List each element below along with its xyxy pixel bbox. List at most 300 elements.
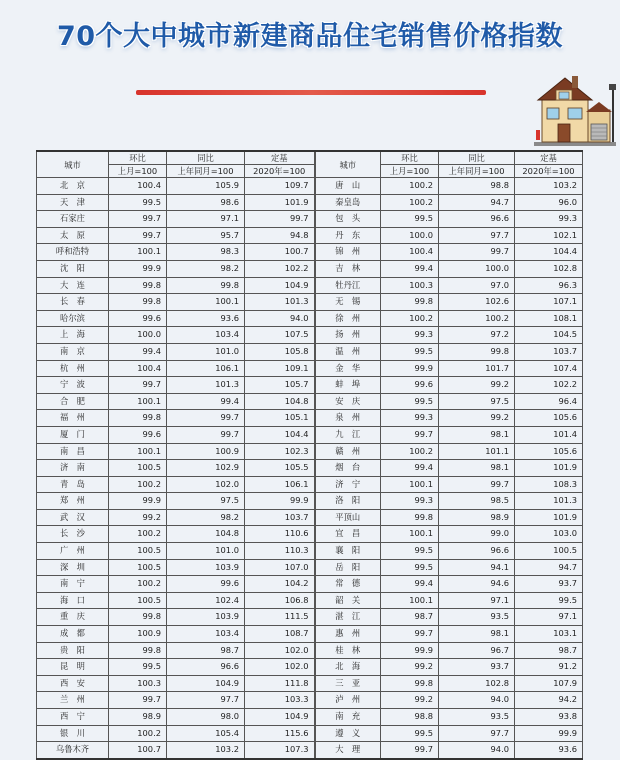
right-city-cell: 泉 州 bbox=[315, 410, 381, 427]
left-city-cell: 广 州 bbox=[37, 543, 109, 560]
left-yoy-cell: 101.0 bbox=[167, 343, 245, 360]
right-base-cell: 101.4 bbox=[515, 426, 583, 443]
right-base-cell: 99.5 bbox=[515, 592, 583, 609]
right-base-cell: 99.9 bbox=[515, 725, 583, 742]
left-base-cell: 106.8 bbox=[245, 592, 315, 609]
left-base-cell: 106.1 bbox=[245, 476, 315, 493]
left-city-cell: 沈 阳 bbox=[37, 260, 109, 277]
table-row bbox=[37, 659, 583, 676]
left-mom-cell: 100.5 bbox=[109, 543, 167, 560]
left-mom-cell: 99.2 bbox=[109, 509, 167, 526]
price-index-table-container bbox=[36, 150, 582, 760]
left-mom-cell: 99.7 bbox=[109, 211, 167, 228]
left-base-cell: 103.7 bbox=[245, 509, 315, 526]
left-city-cell: 厦 门 bbox=[37, 426, 109, 443]
right-city-cell: 温 州 bbox=[315, 343, 381, 360]
right-mom-cell: 100.1 bbox=[381, 526, 439, 543]
right-city-cell: 金 华 bbox=[315, 360, 381, 377]
table-row bbox=[37, 725, 583, 742]
left-yoy-cell: 104.8 bbox=[167, 526, 245, 543]
right-city-cell: 唐 山 bbox=[315, 178, 381, 195]
right-mom-cell: 99.5 bbox=[381, 211, 439, 228]
left-yoy-cell: 97.7 bbox=[167, 692, 245, 709]
city-header: 城市 bbox=[315, 151, 381, 178]
right-city-cell: 赣 州 bbox=[315, 443, 381, 460]
left-yoy-cell: 102.0 bbox=[167, 476, 245, 493]
left-mom-cell: 99.6 bbox=[109, 426, 167, 443]
right-base-cell: 98.7 bbox=[515, 642, 583, 659]
left-yoy-cell: 105.4 bbox=[167, 725, 245, 742]
right-mom-cell: 100.2 bbox=[381, 194, 439, 211]
left-yoy-cell: 105.9 bbox=[167, 178, 245, 195]
right-yoy-cell: 99.7 bbox=[439, 244, 515, 261]
right-base-cell: 94.2 bbox=[515, 692, 583, 709]
left-yoy-cell: 97.5 bbox=[167, 493, 245, 510]
left-base-cell: 102.0 bbox=[245, 659, 315, 676]
right-city-cell: 南 充 bbox=[315, 709, 381, 726]
right-yoy-cell: 98.8 bbox=[439, 178, 515, 195]
left-mom-cell: 100.2 bbox=[109, 576, 167, 593]
house-icon bbox=[534, 68, 616, 148]
right-yoy-cell: 94.1 bbox=[439, 559, 515, 576]
table-row bbox=[37, 460, 583, 477]
left-city-cell: 兰 州 bbox=[37, 692, 109, 709]
right-city-cell: 洛 阳 bbox=[315, 493, 381, 510]
right-mom-cell: 99.7 bbox=[381, 742, 439, 759]
page-title: 70个大中城市新建商品住宅销售价格指数 bbox=[56, 21, 564, 52]
right-mom-cell: 99.3 bbox=[381, 410, 439, 427]
table-body bbox=[37, 178, 583, 759]
left-mom-cell: 100.4 bbox=[109, 178, 167, 195]
left-mom-cell: 99.8 bbox=[109, 609, 167, 626]
right-city-cell: 徐 州 bbox=[315, 310, 381, 327]
right-mom-cell: 99.5 bbox=[381, 725, 439, 742]
right-city-cell: 遵 义 bbox=[315, 725, 381, 742]
table-row bbox=[37, 260, 583, 277]
right-base-cell: 102.2 bbox=[515, 377, 583, 394]
right-city-cell: 丹 东 bbox=[315, 227, 381, 244]
table-row bbox=[37, 543, 583, 560]
right-mom-cell: 99.2 bbox=[381, 692, 439, 709]
right-yoy-cell: 94.6 bbox=[439, 576, 515, 593]
right-yoy-cell: 101.1 bbox=[439, 443, 515, 460]
right-mom-cell: 99.4 bbox=[381, 260, 439, 277]
right-base-cell: 105.6 bbox=[515, 443, 583, 460]
right-yoy-cell: 99.8 bbox=[439, 343, 515, 360]
left-base-cell: 105.5 bbox=[245, 460, 315, 477]
right-yoy-cell: 99.7 bbox=[439, 476, 515, 493]
table-row bbox=[37, 443, 583, 460]
right-city-cell: 包 头 bbox=[315, 211, 381, 228]
table-row bbox=[37, 410, 583, 427]
right-mom-cell: 99.5 bbox=[381, 559, 439, 576]
right-base-cell: 104.5 bbox=[515, 327, 583, 344]
right-city-cell: 惠 州 bbox=[315, 626, 381, 643]
right-yoy-cell: 97.0 bbox=[439, 277, 515, 294]
price-index-table bbox=[36, 150, 583, 760]
right-yoy-cell: 93.5 bbox=[439, 609, 515, 626]
left-mom-cell: 100.7 bbox=[109, 742, 167, 759]
left-mom-cell: 100.1 bbox=[109, 244, 167, 261]
right-mom-cell: 99.2 bbox=[381, 659, 439, 676]
right-mom-cell: 99.3 bbox=[381, 493, 439, 510]
table-row bbox=[37, 642, 583, 659]
left-yoy-cell: 101.3 bbox=[167, 377, 245, 394]
right-base-cell: 103.1 bbox=[515, 626, 583, 643]
left-base-cell: 111.5 bbox=[245, 609, 315, 626]
right-base-cell: 107.9 bbox=[515, 675, 583, 692]
left-mom-cell: 99.6 bbox=[109, 310, 167, 327]
left-city-cell: 长 沙 bbox=[37, 526, 109, 543]
left-city-cell: 青 岛 bbox=[37, 476, 109, 493]
left-mom-cell: 100.2 bbox=[109, 526, 167, 543]
left-base-cell: 101.9 bbox=[245, 194, 315, 211]
left-city-cell: 深 圳 bbox=[37, 559, 109, 576]
right-base-cell: 91.2 bbox=[515, 659, 583, 676]
left-yoy-cell: 101.0 bbox=[167, 543, 245, 560]
left-yoy-cell: 103.9 bbox=[167, 609, 245, 626]
left-yoy-cell: 93.6 bbox=[167, 310, 245, 327]
left-mom-cell: 100.5 bbox=[109, 559, 167, 576]
right-yoy-cell: 98.5 bbox=[439, 493, 515, 510]
right-yoy-cell: 97.5 bbox=[439, 393, 515, 410]
left-base-cell: 110.6 bbox=[245, 526, 315, 543]
left-base-cell: 99.7 bbox=[245, 211, 315, 228]
table-row bbox=[37, 709, 583, 726]
right-yoy-cell: 98.1 bbox=[439, 460, 515, 477]
right-mom-cell: 99.3 bbox=[381, 327, 439, 344]
left-mom-cell: 100.3 bbox=[109, 675, 167, 692]
right-base-cell: 94.7 bbox=[515, 559, 583, 576]
right-mom-cell: 99.8 bbox=[381, 675, 439, 692]
left-city-cell: 海 口 bbox=[37, 592, 109, 609]
right-base-cell: 105.6 bbox=[515, 410, 583, 427]
left-yoy-cell: 95.7 bbox=[167, 227, 245, 244]
table-row bbox=[37, 493, 583, 510]
mom-header: 环比 bbox=[109, 151, 167, 165]
base-header: 定基 bbox=[515, 151, 583, 165]
right-yoy-cell: 102.6 bbox=[439, 294, 515, 311]
table-row bbox=[37, 476, 583, 493]
left-yoy-cell: 99.7 bbox=[167, 426, 245, 443]
left-mom-cell: 100.4 bbox=[109, 360, 167, 377]
right-mom-cell: 99.5 bbox=[381, 393, 439, 410]
left-base-cell: 103.3 bbox=[245, 692, 315, 709]
right-mom-cell: 98.8 bbox=[381, 709, 439, 726]
left-city-cell: 济 南 bbox=[37, 460, 109, 477]
left-yoy-cell: 98.0 bbox=[167, 709, 245, 726]
right-base-cell: 96.0 bbox=[515, 194, 583, 211]
right-yoy-cell: 97.2 bbox=[439, 327, 515, 344]
left-base-cell: 105.7 bbox=[245, 377, 315, 394]
left-city-cell: 南 京 bbox=[37, 343, 109, 360]
left-base-cell: 115.6 bbox=[245, 725, 315, 742]
left-base-cell: 94.8 bbox=[245, 227, 315, 244]
left-base-cell: 109.1 bbox=[245, 360, 315, 377]
right-yoy-cell: 100.0 bbox=[439, 260, 515, 277]
left-city-cell: 银 川 bbox=[37, 725, 109, 742]
left-city-cell: 武 汉 bbox=[37, 509, 109, 526]
left-city-cell: 郑 州 bbox=[37, 493, 109, 510]
right-city-cell: 锦 州 bbox=[315, 244, 381, 261]
right-city-cell: 三 亚 bbox=[315, 675, 381, 692]
left-yoy-cell: 99.4 bbox=[167, 393, 245, 410]
left-base-cell: 105.8 bbox=[245, 343, 315, 360]
right-yoy-cell: 101.7 bbox=[439, 360, 515, 377]
table-row bbox=[37, 609, 583, 626]
mom-subheader: 上月=100 bbox=[109, 165, 167, 178]
right-city-cell: 湛 江 bbox=[315, 609, 381, 626]
table-row bbox=[37, 509, 583, 526]
right-city-cell: 牡丹江 bbox=[315, 277, 381, 294]
left-mom-cell: 100.9 bbox=[109, 626, 167, 643]
right-yoy-cell: 102.8 bbox=[439, 675, 515, 692]
table-row bbox=[37, 277, 583, 294]
left-mom-cell: 100.2 bbox=[109, 476, 167, 493]
city-header: 城市 bbox=[37, 151, 109, 178]
right-city-cell: 桂 林 bbox=[315, 642, 381, 659]
table-row bbox=[37, 294, 583, 311]
left-mom-cell: 100.0 bbox=[109, 327, 167, 344]
table-row bbox=[37, 178, 583, 195]
right-mom-cell: 99.6 bbox=[381, 377, 439, 394]
left-city-cell: 西 宁 bbox=[37, 709, 109, 726]
right-city-cell: 韶 关 bbox=[315, 592, 381, 609]
left-city-cell: 呼和浩特 bbox=[37, 244, 109, 261]
right-base-cell: 108.3 bbox=[515, 476, 583, 493]
yoy-header: 同比 bbox=[439, 151, 515, 165]
left-city-cell: 哈尔滨 bbox=[37, 310, 109, 327]
table-row bbox=[37, 692, 583, 709]
right-mom-cell: 99.5 bbox=[381, 343, 439, 360]
left-base-cell: 104.8 bbox=[245, 393, 315, 410]
right-mom-cell: 100.0 bbox=[381, 227, 439, 244]
right-mom-cell: 99.4 bbox=[381, 460, 439, 477]
left-yoy-cell: 98.3 bbox=[167, 244, 245, 261]
right-mom-cell: 100.3 bbox=[381, 277, 439, 294]
right-mom-cell: 100.2 bbox=[381, 443, 439, 460]
table-row bbox=[37, 576, 583, 593]
left-city-cell: 北 京 bbox=[37, 178, 109, 195]
right-mom-cell: 100.2 bbox=[381, 178, 439, 195]
table-row bbox=[37, 310, 583, 327]
right-base-cell: 104.4 bbox=[515, 244, 583, 261]
left-base-cell: 101.3 bbox=[245, 294, 315, 311]
right-base-cell: 96.3 bbox=[515, 277, 583, 294]
base-subheader: 2020年=100 bbox=[515, 165, 583, 178]
right-yoy-cell: 94.0 bbox=[439, 742, 515, 759]
left-mom-cell: 99.9 bbox=[109, 260, 167, 277]
left-city-cell: 西 安 bbox=[37, 675, 109, 692]
right-mom-cell: 100.4 bbox=[381, 244, 439, 261]
left-yoy-cell: 102.4 bbox=[167, 592, 245, 609]
left-city-cell: 福 州 bbox=[37, 410, 109, 427]
right-base-cell: 101.9 bbox=[515, 509, 583, 526]
left-city-cell: 大 连 bbox=[37, 277, 109, 294]
left-mom-cell: 99.8 bbox=[109, 410, 167, 427]
left-mom-cell: 99.5 bbox=[109, 194, 167, 211]
left-base-cell: 104.2 bbox=[245, 576, 315, 593]
base-subheader: 2020年=100 bbox=[245, 165, 315, 178]
right-mom-cell: 99.7 bbox=[381, 426, 439, 443]
right-city-cell: 无 锡 bbox=[315, 294, 381, 311]
left-city-cell: 重 庆 bbox=[37, 609, 109, 626]
table-row bbox=[37, 742, 583, 759]
right-mom-cell: 100.1 bbox=[381, 592, 439, 609]
right-base-cell: 102.1 bbox=[515, 227, 583, 244]
left-mom-cell: 99.4 bbox=[109, 343, 167, 360]
left-mom-cell: 99.8 bbox=[109, 277, 167, 294]
left-yoy-cell: 103.9 bbox=[167, 559, 245, 576]
table-row bbox=[37, 327, 583, 344]
right-yoy-cell: 97.1 bbox=[439, 592, 515, 609]
right-yoy-cell: 97.7 bbox=[439, 725, 515, 742]
left-base-cell: 100.7 bbox=[245, 244, 315, 261]
yoy-header: 同比 bbox=[167, 151, 245, 165]
yoy-subheader: 上年同月=100 bbox=[439, 165, 515, 178]
right-yoy-cell: 99.2 bbox=[439, 377, 515, 394]
right-base-cell: 96.4 bbox=[515, 393, 583, 410]
left-yoy-cell: 106.1 bbox=[167, 360, 245, 377]
left-base-cell: 102.2 bbox=[245, 260, 315, 277]
left-yoy-cell: 100.9 bbox=[167, 443, 245, 460]
right-base-cell: 93.6 bbox=[515, 742, 583, 759]
right-base-cell: 101.3 bbox=[515, 493, 583, 510]
right-city-cell: 宜 昌 bbox=[315, 526, 381, 543]
right-yoy-cell: 100.2 bbox=[439, 310, 515, 327]
left-city-cell: 太 原 bbox=[37, 227, 109, 244]
left-mom-cell: 99.8 bbox=[109, 294, 167, 311]
mom-subheader: 上月=100 bbox=[381, 165, 439, 178]
left-yoy-cell: 99.7 bbox=[167, 410, 245, 427]
left-base-cell: 111.8 bbox=[245, 675, 315, 692]
right-city-cell: 扬 州 bbox=[315, 327, 381, 344]
right-yoy-cell: 97.7 bbox=[439, 227, 515, 244]
right-base-cell: 100.5 bbox=[515, 543, 583, 560]
left-yoy-cell: 98.2 bbox=[167, 509, 245, 526]
right-mom-cell: 99.8 bbox=[381, 294, 439, 311]
left-mom-cell: 100.5 bbox=[109, 592, 167, 609]
right-base-cell: 97.1 bbox=[515, 609, 583, 626]
table-row bbox=[37, 426, 583, 443]
table-row bbox=[37, 526, 583, 543]
right-city-cell: 襄 阳 bbox=[315, 543, 381, 560]
left-city-cell: 合 肥 bbox=[37, 393, 109, 410]
right-city-cell: 大 理 bbox=[315, 742, 381, 759]
left-yoy-cell: 97.1 bbox=[167, 211, 245, 228]
base-header: 定基 bbox=[245, 151, 315, 165]
right-base-cell: 103.0 bbox=[515, 526, 583, 543]
right-yoy-cell: 96.7 bbox=[439, 642, 515, 659]
right-yoy-cell: 93.5 bbox=[439, 709, 515, 726]
left-mom-cell: 99.9 bbox=[109, 493, 167, 510]
left-mom-cell: 98.9 bbox=[109, 709, 167, 726]
right-base-cell: 103.7 bbox=[515, 343, 583, 360]
right-base-cell: 99.3 bbox=[515, 211, 583, 228]
left-city-cell: 成 都 bbox=[37, 626, 109, 643]
left-yoy-cell: 103.4 bbox=[167, 626, 245, 643]
left-city-cell: 上 海 bbox=[37, 327, 109, 344]
left-base-cell: 107.5 bbox=[245, 327, 315, 344]
left-city-cell: 乌鲁木齐 bbox=[37, 742, 109, 759]
table-row bbox=[37, 592, 583, 609]
right-base-cell: 108.1 bbox=[515, 310, 583, 327]
right-yoy-cell: 98.1 bbox=[439, 426, 515, 443]
left-base-cell: 104.9 bbox=[245, 277, 315, 294]
left-mom-cell: 100.1 bbox=[109, 443, 167, 460]
right-city-cell: 安 庆 bbox=[315, 393, 381, 410]
left-mom-cell: 100.2 bbox=[109, 725, 167, 742]
right-base-cell: 107.4 bbox=[515, 360, 583, 377]
right-mom-cell: 100.1 bbox=[381, 476, 439, 493]
left-base-cell: 99.9 bbox=[245, 493, 315, 510]
right-city-cell: 烟 台 bbox=[315, 460, 381, 477]
right-city-cell: 吉 林 bbox=[315, 260, 381, 277]
left-yoy-cell: 99.8 bbox=[167, 277, 245, 294]
right-mom-cell: 99.7 bbox=[381, 626, 439, 643]
right-city-cell: 常 德 bbox=[315, 576, 381, 593]
right-yoy-cell: 98.1 bbox=[439, 626, 515, 643]
table-row bbox=[37, 559, 583, 576]
right-yoy-cell: 93.7 bbox=[439, 659, 515, 676]
left-base-cell: 109.7 bbox=[245, 178, 315, 195]
left-mom-cell: 99.7 bbox=[109, 227, 167, 244]
left-base-cell: 110.3 bbox=[245, 543, 315, 560]
left-yoy-cell: 98.7 bbox=[167, 642, 245, 659]
right-base-cell: 101.9 bbox=[515, 460, 583, 477]
right-city-cell: 岳 阳 bbox=[315, 559, 381, 576]
table-row bbox=[37, 227, 583, 244]
right-yoy-cell: 99.2 bbox=[439, 410, 515, 427]
right-mom-cell: 99.4 bbox=[381, 576, 439, 593]
table-row bbox=[37, 244, 583, 261]
left-base-cell: 102.3 bbox=[245, 443, 315, 460]
left-city-cell: 南 昌 bbox=[37, 443, 109, 460]
right-city-cell: 秦皇岛 bbox=[315, 194, 381, 211]
right-yoy-cell: 99.0 bbox=[439, 526, 515, 543]
right-city-cell: 泸 州 bbox=[315, 692, 381, 709]
left-yoy-cell: 96.6 bbox=[167, 659, 245, 676]
table-row bbox=[37, 626, 583, 643]
title-divider bbox=[136, 90, 486, 95]
right-base-cell: 93.7 bbox=[515, 576, 583, 593]
right-city-cell: 济 宁 bbox=[315, 476, 381, 493]
right-base-cell: 107.1 bbox=[515, 294, 583, 311]
left-base-cell: 104.9 bbox=[245, 709, 315, 726]
yoy-subheader: 上年同月=100 bbox=[167, 165, 245, 178]
right-base-cell: 103.2 bbox=[515, 178, 583, 195]
left-base-cell: 104.4 bbox=[245, 426, 315, 443]
left-mom-cell: 100.5 bbox=[109, 460, 167, 477]
right-city-cell: 平顶山 bbox=[315, 509, 381, 526]
right-base-cell: 93.8 bbox=[515, 709, 583, 726]
left-base-cell: 105.1 bbox=[245, 410, 315, 427]
left-base-cell: 94.0 bbox=[245, 310, 315, 327]
left-city-cell: 石家庄 bbox=[37, 211, 109, 228]
left-yoy-cell: 98.2 bbox=[167, 260, 245, 277]
right-mom-cell: 99.8 bbox=[381, 509, 439, 526]
left-city-cell: 天 津 bbox=[37, 194, 109, 211]
left-base-cell: 108.7 bbox=[245, 626, 315, 643]
table-row bbox=[37, 343, 583, 360]
left-city-cell: 杭 州 bbox=[37, 360, 109, 377]
table-row bbox=[37, 377, 583, 394]
left-yoy-cell: 100.1 bbox=[167, 294, 245, 311]
right-yoy-cell: 96.6 bbox=[439, 211, 515, 228]
right-yoy-cell: 94.0 bbox=[439, 692, 515, 709]
right-yoy-cell: 94.7 bbox=[439, 194, 515, 211]
left-city-cell: 昆 明 bbox=[37, 659, 109, 676]
